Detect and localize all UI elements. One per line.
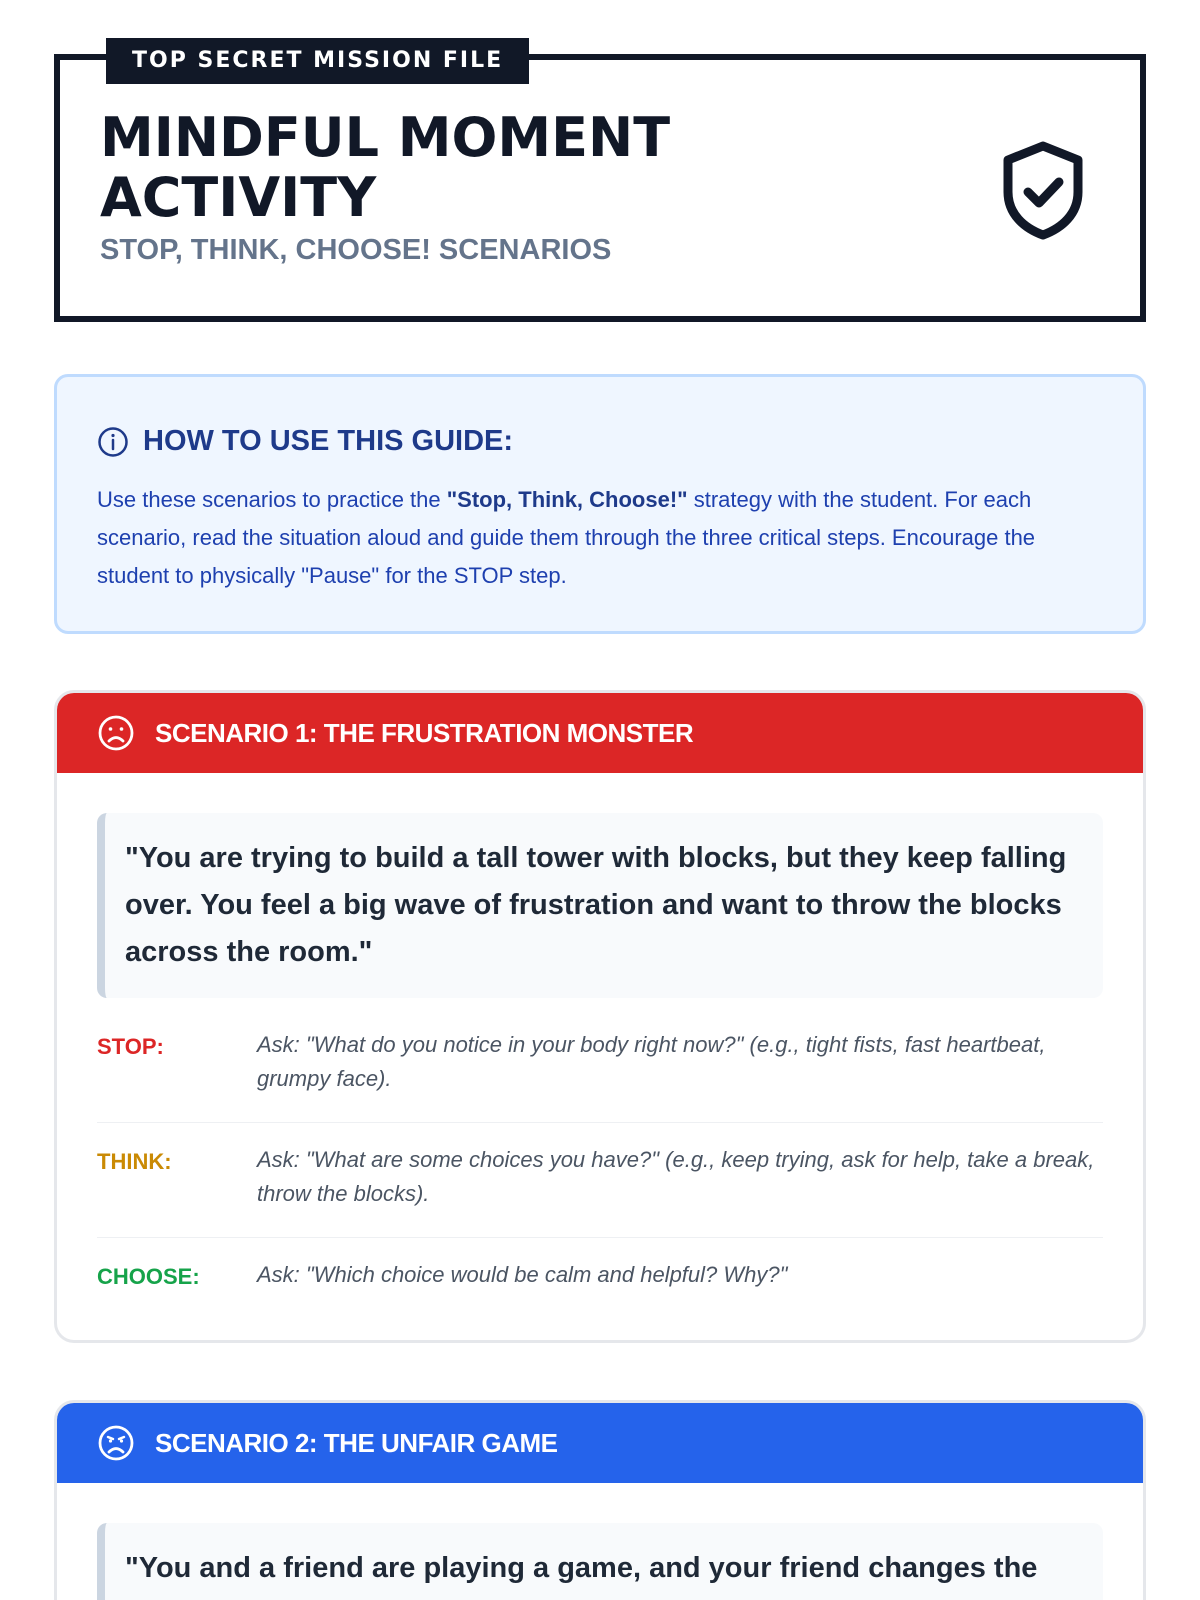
- scenario-card-1: [54, 690, 1146, 1343]
- file-tag: TOP SECRET MISSION FILE: [106, 38, 529, 84]
- step-stop: [97, 1008, 1103, 1123]
- step-label: STOP:: [97, 1034, 164, 1059]
- scenario-header: [57, 1403, 1143, 1483]
- frown-face-icon: [97, 714, 135, 752]
- guide-text: [97, 481, 1107, 595]
- scenario-quote: "You and a friend are playing a game, and your friend changes the: [97, 1523, 1103, 1600]
- page-subtitle: STOP, THINK, CHOOSE! SCENARIOS: [100, 234, 612, 266]
- frown-face-icon: [97, 1424, 135, 1462]
- guide-text-end: strategy with the student. For each scenario, read the situation aloud and guide them through the three critical steps. Encourage the student to physically "Pause" for the STOP step.: [97, 487, 1036, 588]
- step-text: Ask: "Which choice would be calm and helpful? Why?": [257, 1262, 788, 1287]
- page-title: MINDFUL MOMENT ACTIVITY: [100, 106, 671, 229]
- scenario-header: [57, 693, 1143, 773]
- guide-title: HOW TO USE THIS GUIDE:: [143, 425, 514, 457]
- step-label: THINK:: [97, 1149, 172, 1174]
- step-think: [97, 1123, 1103, 1238]
- scenario-quote: "You are trying to build a tall tower with blocks, but they keep falling over. You feel a big wave of frustration and want to throw the blocks across the room.": [97, 813, 1103, 998]
- step-choose: [97, 1238, 1103, 1318]
- shield-check-icon: [998, 140, 1088, 240]
- guide-text-start: Use these scenarios to practice the: [97, 487, 447, 512]
- step-text: Ask: "What are some choices you have?" (e.g., keep trying, ask for help, take a break, throw the blocks).: [257, 1147, 1095, 1206]
- step-label: CHOOSE:: [97, 1264, 200, 1289]
- strategy-name: "Stop, Think, Choose!": [446, 487, 688, 512]
- step-text: Ask: "What do you notice in your body right now?" (e.g., tight fists, fast heartbeat, grumpy face).: [257, 1032, 1046, 1091]
- scenario-title: SCENARIO 1: THE FRUSTRATION MONSTER: [155, 717, 694, 748]
- scenario-card-2: [54, 1400, 1146, 1600]
- scenario-title: SCENARIO 2: THE UNFAIR GAME: [155, 1427, 558, 1458]
- scenario-steps: [97, 1008, 1103, 1318]
- guide-heading: [97, 425, 513, 458]
- guide-box: [54, 374, 1146, 634]
- info-icon: [97, 426, 129, 458]
- mission-file-header: [54, 48, 1146, 322]
